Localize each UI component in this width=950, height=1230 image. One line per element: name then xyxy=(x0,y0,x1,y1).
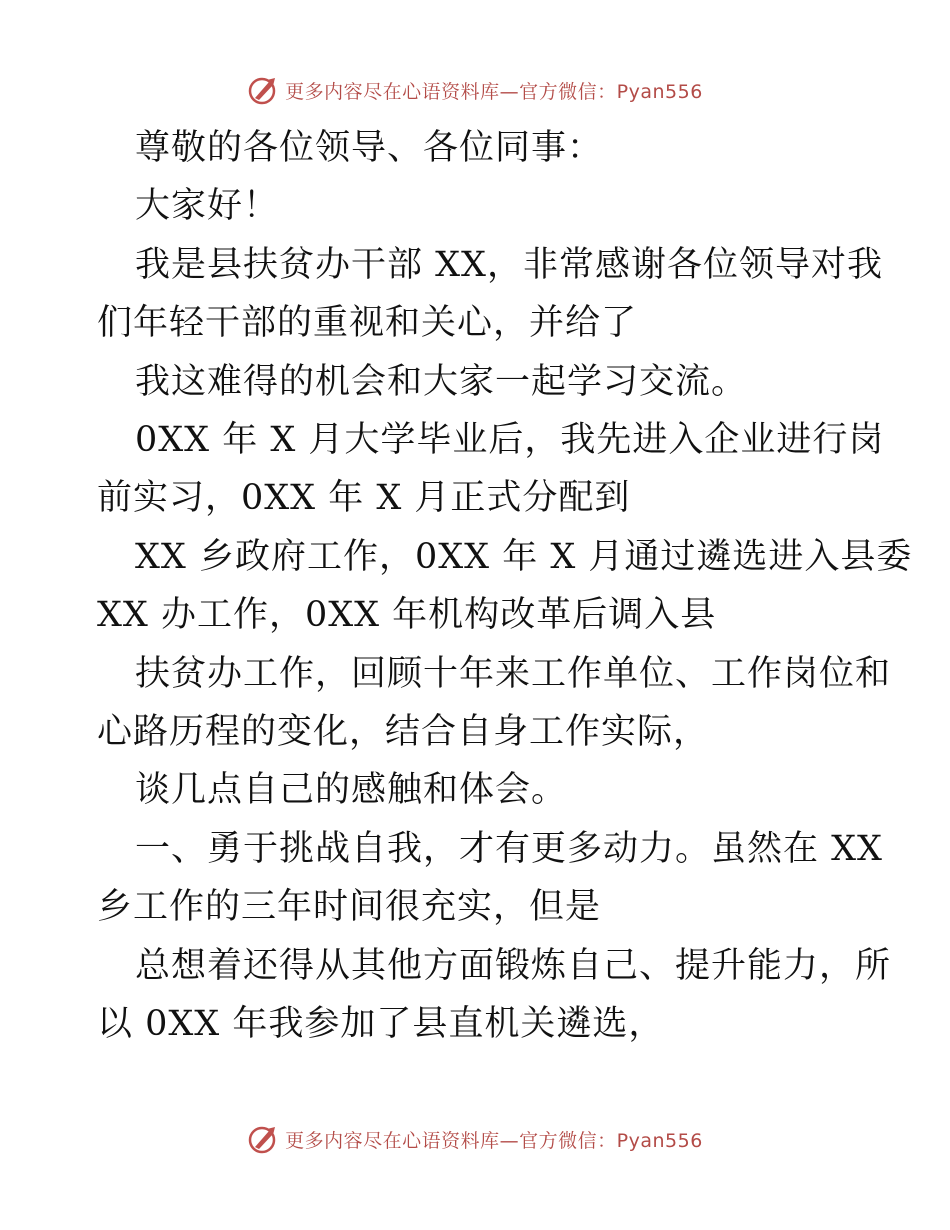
pen-logo-icon xyxy=(247,74,279,106)
text-line: 心路历程的变化，结合自身工作实际， xyxy=(97,712,710,752)
footer-banner-text: 更多内容尽在心语资料库—官方微信：Pyan556 xyxy=(285,1129,703,1152)
text-line: XX 办工作，0XX 年机构改革后调入县 xyxy=(97,595,717,636)
text-line: 们年轻干部的重视和关心，并给了 xyxy=(97,303,638,344)
text-line: 总想着还得从其他方面锻炼自己、提升能力，所 xyxy=(135,945,892,986)
text-line: 尊敬的各位领导、各位同事： xyxy=(135,128,604,168)
text-line: 扶贫办工作，回顾十年来工作单位、工作岗位和 xyxy=(135,653,892,694)
text-line: 谈几点自己的感触和体会。 xyxy=(135,770,568,811)
text-line: 前实习，0XX 年 X 月正式分配到 xyxy=(97,478,631,519)
text-line: 大家好！ xyxy=(135,186,280,227)
text-line: 0XX 年 X 月大学毕业后，我先进入企业进行岗 xyxy=(135,420,885,460)
text-line: 一、勇于挑战自我，才有更多动力。虽然在 XX xyxy=(135,828,883,869)
text-line: XX 乡政府工作，0XX 年 X 月通过遴选进入县委 xyxy=(135,536,913,577)
text-line: 我是县扶贫办干部 XX，非常感谢各位领导对我 xyxy=(135,244,883,285)
footer-banner xyxy=(0,1119,950,1159)
header-banner-text: 更多内容尽在心语资料库—官方微信：Pyan556 xyxy=(285,80,703,103)
text-line: 以 0XX 年我参加了县直机关遴选， xyxy=(97,1004,665,1044)
text-line: 乡工作的三年时间很充实，但是 xyxy=(97,887,602,928)
pen-logo-icon xyxy=(247,1123,279,1155)
text-line: 我这难得的机会和大家一起学习交流。 xyxy=(135,361,748,402)
header-banner xyxy=(0,70,950,110)
